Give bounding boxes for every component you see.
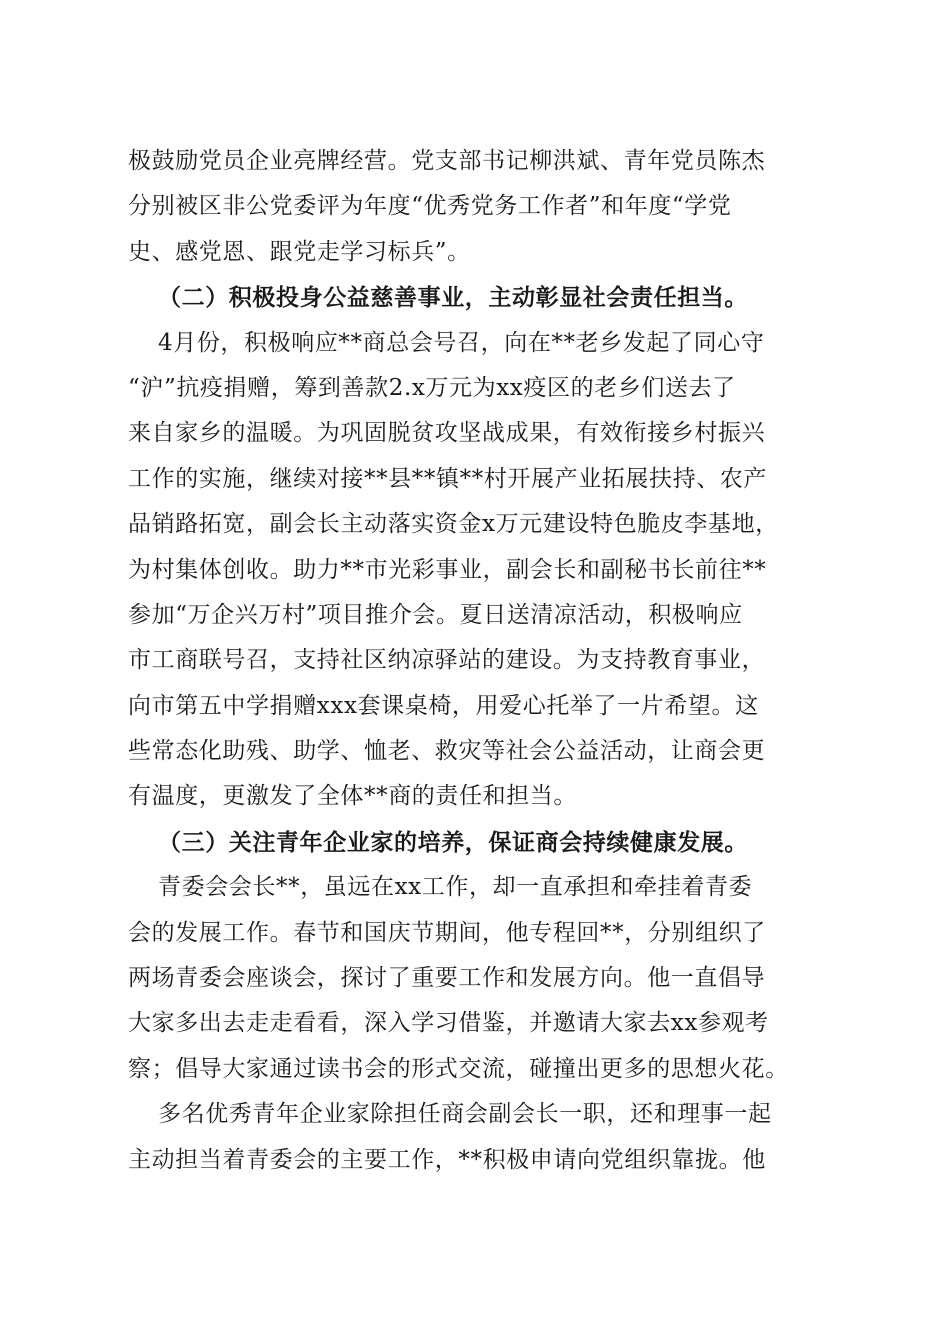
body-line: 分别被区非公党委评为年度“优秀党务工作者”和年度“学党	[128, 193, 732, 220]
body-line: 4月份，积极响应**商总会号召，向在**老乡发起了同心守	[158, 329, 765, 356]
section-heading-2: （二）积极投身公益慈善事业，主动彰显社会责任担当。	[158, 284, 748, 312]
body-line: 史、感党恩、跟党走学习标兵”。	[128, 238, 471, 265]
body-line: 有温度，更激发了全体**商的责任和担当。	[128, 783, 577, 810]
body-line: 极鼓励党员企业亮牌经营。党支部书记柳洪斌、青年党员陈杰	[128, 148, 766, 174]
body-line: 参加“万企兴万村”项目推介会。夏日送清凉活动，积极响应	[128, 601, 743, 628]
section-heading-3: （三）关注青年企业家的培养，保证商会持续健康发展。	[158, 828, 748, 856]
body-line: 大家多出去走走看看，深入学习借鉴，并邀请大家去xx参观考	[128, 1010, 769, 1037]
body-line: 主动担当着青委会的主要工作，**积极申请向党组织靠拢。他	[128, 1146, 766, 1173]
body-line: 两场青委会座谈会，探讨了重要工作和发展方向。他一直倡导	[128, 965, 766, 992]
document-body	[128, 139, 828, 1183]
body-line: 市工商联号召，支持社区纳凉驿站的建设。为支持教育事业，	[128, 647, 766, 674]
body-line: 工作的实施，继续对接**县**镇**村开展产业拓展扶持、农产	[128, 465, 767, 492]
body-line: 品销路拓宽，副会长主动落实资金x万元建设特色脆皮李基地，	[128, 511, 779, 538]
body-line: “沪”抗疫捐赠，筹到善款2.x万元为xx疫区的老乡们送去了	[128, 374, 736, 401]
body-line: 来自家乡的温暖。为巩固脱贫攻坚战成果，有效衔接乡村振兴	[128, 420, 766, 447]
body-line: 些常态化助残、助学、恤老、救灾等社会公益活动，让商会更	[128, 738, 766, 765]
body-line: 会的发展工作。春节和国庆节期间，他专程回**，分别组织了	[128, 919, 766, 946]
body-line: 青委会会长**，虽远在xx工作，却一直承担和牵挂着青委	[158, 874, 753, 901]
body-line: 为村集体创收。助力**市光彩事业，副会长和副秘书长前往**	[128, 556, 767, 583]
body-line: 察；倡导大家通过读书会的形式交流，碰撞出更多的思想火花。	[128, 1055, 789, 1082]
body-line: 向市第五中学捐赠xxx套课桌椅，用爱心托举了一片希望。这	[128, 692, 759, 719]
body-line: 多名优秀青年企业家除担任商会副会长一职，还和理事一起	[158, 1101, 772, 1128]
